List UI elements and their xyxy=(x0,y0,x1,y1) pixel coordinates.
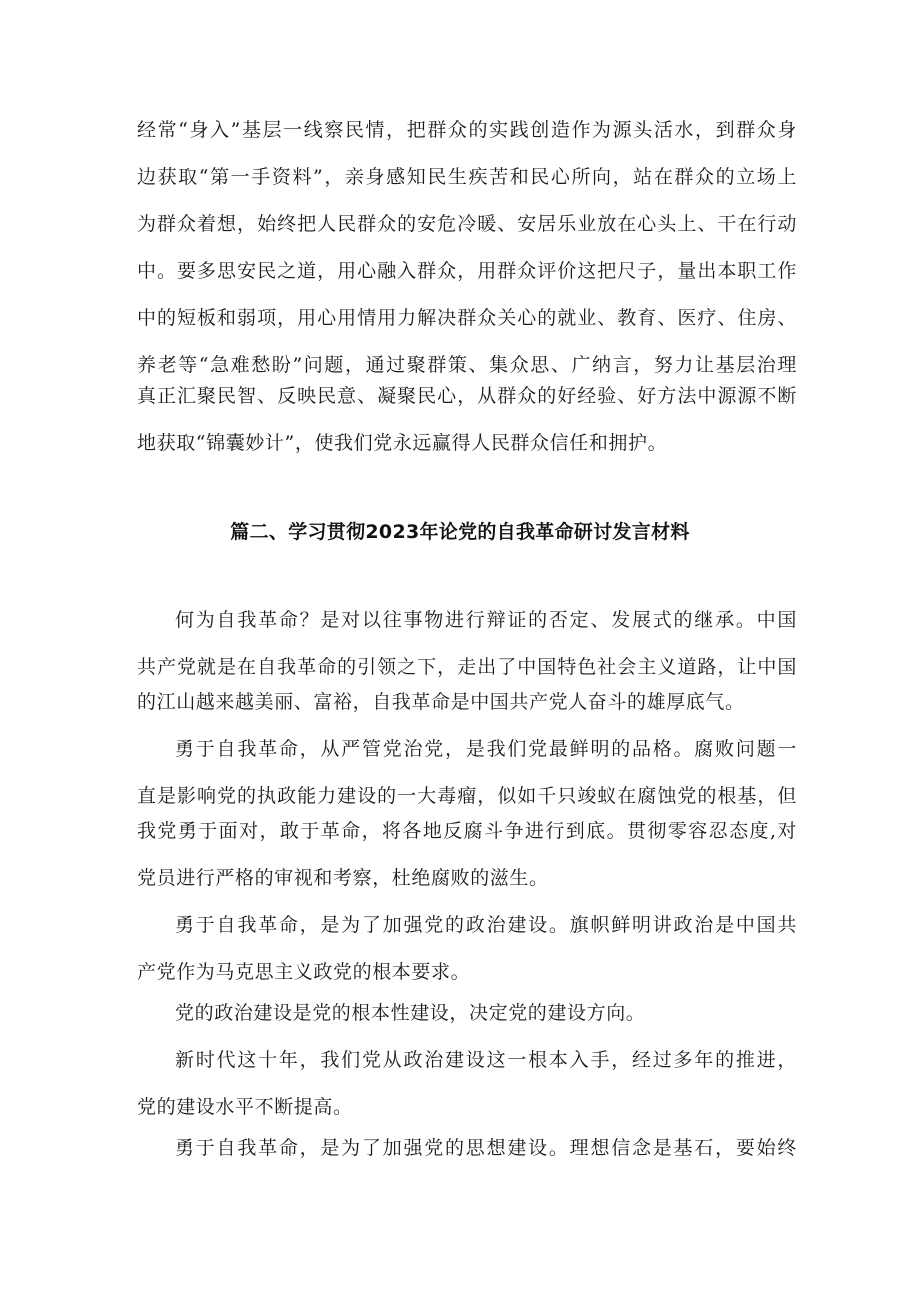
paragraph-line: 养老等“急难愁盼”问题，通过聚群策、集众思、广纳言，努力让基层治理 xyxy=(137,354,797,376)
paragraph-line: 边获取“第一手资料”，亲身感知民生疾苦和民心所向，站在群众的立场上 xyxy=(137,166,797,188)
paragraph-line: 真正汇聚民智、反映民意、凝聚民心，从群众的好经验、好方法中源源不断 xyxy=(137,385,797,407)
paragraph-line: 新时代这十年，我们党从政治建设这一根本入手，经过多年的推进， xyxy=(175,1049,797,1071)
paragraph-line: 经常“身入”基层一线察民情，把群众的实践创造作为源头活水，到群众身 xyxy=(137,119,797,141)
paragraph-line: 中的短板和弱项，用心用情用力解决群众关心的就业、教育、医疗、住房、 xyxy=(137,307,797,329)
paragraph-line: 勇于自我革命，是为了加强党的思想建设。理想信念是基石，要始终 xyxy=(175,1137,797,1159)
paragraph-line: 勇于自我革命，是为了加强党的政治建设。旗帜鲜明讲政治是中国共 xyxy=(175,914,797,936)
paragraph-line: 产党作为马克思主义政党的根本要求。 xyxy=(137,961,471,983)
paragraph-line: 党的建设水平不断提高。 xyxy=(137,1096,353,1118)
paragraph-line: 地获取“锦囊妙计”，使我们党永远赢得人民群众信任和拥护。 xyxy=(137,432,668,454)
paragraph-line: 党员进行严格的审视和考察，杜绝腐败的滋生。 xyxy=(137,867,549,889)
section-heading: 篇二、学习贯彻2023年论党的自我革命研讨发言材料 xyxy=(230,521,690,543)
paragraph-line: 直是影响党的执政能力建设的一大毒瘤，似如千只竣蚁在腐蚀党的根基，但 xyxy=(137,785,797,807)
paragraph-line: 的江山越来越美丽、富裕，自我革命是中国共产党人奋斗的雄厚底气。 xyxy=(137,691,745,713)
paragraph-line: 勇于自我革命，从严管党治党，是我们党最鲜明的品格。腐败问题一 xyxy=(175,738,797,760)
paragraph-line: 共产党就是在自我革命的引领之下，走出了中国特色社会主义道路，让中国 xyxy=(137,656,797,678)
paragraph-line: 党的政治建设是党的根本性建设，决定党的建设方向。 xyxy=(175,1002,646,1024)
paragraph-line: 我党勇于面对，敢于革命，将各地反腐斗争进行到底。贯彻零容忍态度,对 xyxy=(137,820,797,842)
paragraph-line: 何为自我革命？是对以往事物进行辩证的否定、发展式的继承。中国 xyxy=(175,609,797,631)
paragraph-line: 中。要多思安民之道，用心融入群众，用群众评价这把尺子，量出本职工作 xyxy=(137,260,797,282)
paragraph-line: 为群众着想，始终把人民群众的安危冷暖、安居乐业放在心头上、干在行动 xyxy=(137,213,797,235)
